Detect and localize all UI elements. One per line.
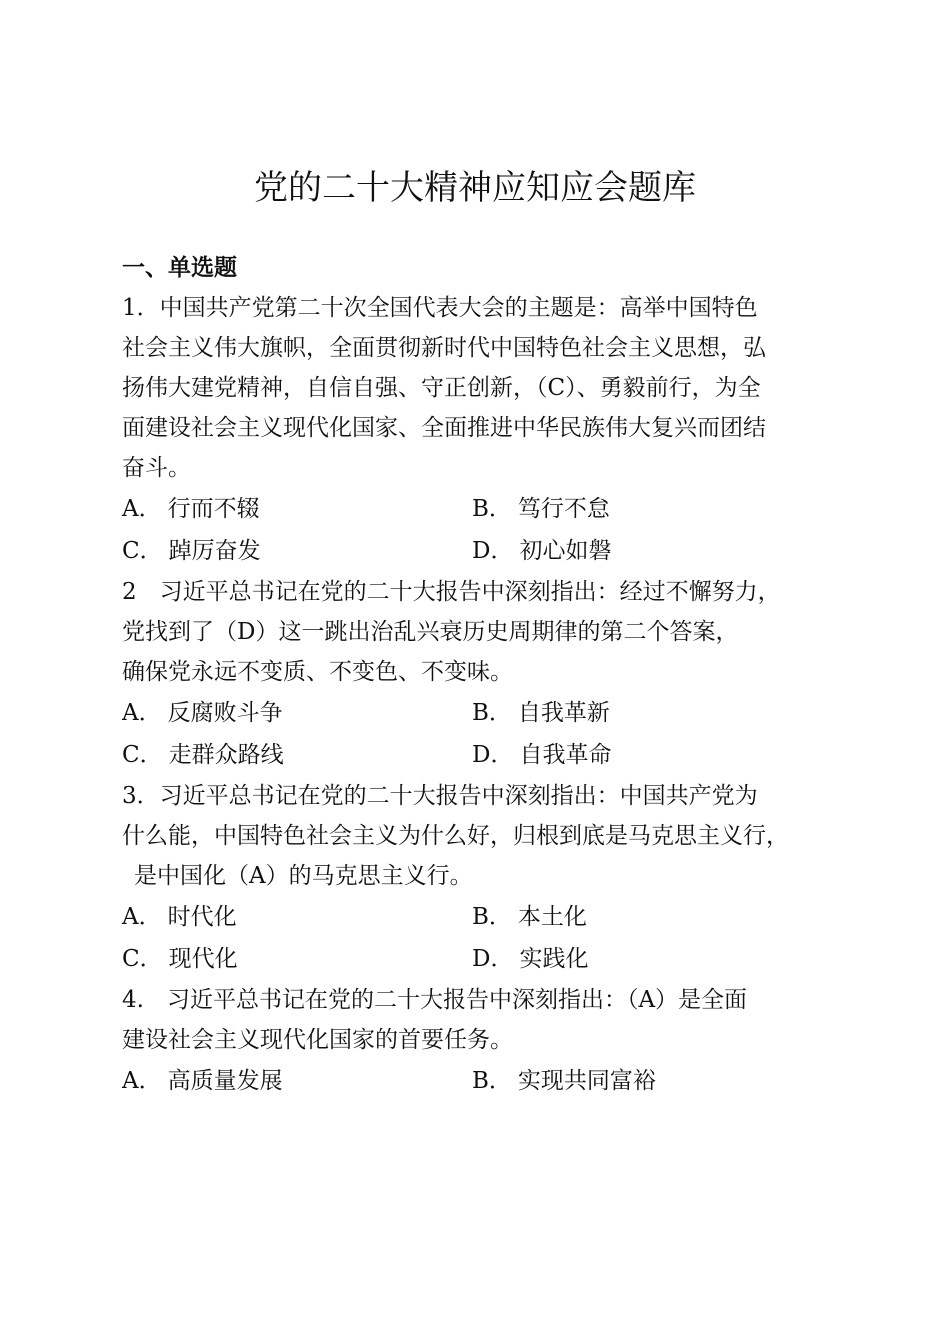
question-line: 是中国化（A）的马克思主义行。 — [134, 863, 473, 889]
question-3 — [122, 776, 842, 896]
question-line: 建设社会主义现代化国家的首要任务。 — [122, 1027, 513, 1053]
options-row — [122, 896, 842, 938]
options-row — [122, 530, 842, 572]
question-line: 面建设社会主义现代化国家、全面推进中华民族伟大复兴而团结 — [122, 415, 766, 441]
option-a: A． 行而不辍 — [122, 496, 260, 522]
question-line: 3．习近平总书记在党的二十大报告中深刻指出：中国共产党为 — [122, 783, 758, 809]
question-line: 4. 习近平总书记在党的二十大报告中深刻指出：（A）是全面 — [122, 987, 748, 1013]
option-d: D． 实践化 — [472, 946, 589, 972]
option-d: D． 初心如磐 — [472, 538, 612, 564]
option-a: A． 反腐败斗争 — [122, 700, 283, 726]
option-c: C． 走群众路线 — [122, 742, 284, 768]
options-row — [122, 734, 842, 776]
section-heading: 一、单选题 — [122, 255, 237, 281]
question-4 — [122, 980, 842, 1060]
option-b: B． 笃行不怠 — [472, 496, 610, 522]
option-a: A． 高质量发展 — [122, 1068, 283, 1094]
options-row — [122, 938, 842, 980]
option-d: D． 自我革命 — [472, 742, 612, 768]
question-line: 社会主义伟大旗帜，全面贯彻新时代中国特色社会主义思想，弘 — [122, 335, 766, 361]
question-line: 什么能，中国特色社会主义为什么好，归根到底是马克思主义行， — [122, 823, 789, 849]
option-b: B． 本土化 — [472, 904, 587, 930]
option-b: B． 实现共同富裕 — [472, 1068, 656, 1094]
options-row — [122, 692, 842, 734]
question-2 — [122, 572, 842, 692]
option-b: B． 自我革新 — [472, 700, 610, 726]
question-line: 1．中国共产党第二十次全国代表大会的主题是：高举中国特色 — [122, 295, 758, 321]
option-c: C． 现代化 — [122, 946, 238, 972]
options-row — [122, 488, 842, 530]
question-line: 扬伟大建党精神，自信自强、守正创新，（C）、勇毅前行，为全 — [122, 375, 761, 401]
option-a: A． 时代化 — [122, 904, 237, 930]
question-line: 确保党永远不变质、不变色、不变味。 — [122, 659, 513, 685]
question-line: 2 习近平总书记在党的二十大报告中深刻指出：经过不懈努力， — [122, 579, 781, 605]
question-line: 党找到了（D）这一跳出治乱兴衰历史周期律的第二个答案， — [122, 619, 739, 645]
question-1 — [122, 288, 842, 488]
page-title: 党的二十大精神应知应会题库 — [254, 168, 696, 208]
options-row — [122, 1060, 842, 1102]
option-c: C． 踔厉奋发 — [122, 538, 261, 564]
document-body — [122, 250, 842, 1102]
question-line: 奋斗。 — [122, 455, 191, 481]
